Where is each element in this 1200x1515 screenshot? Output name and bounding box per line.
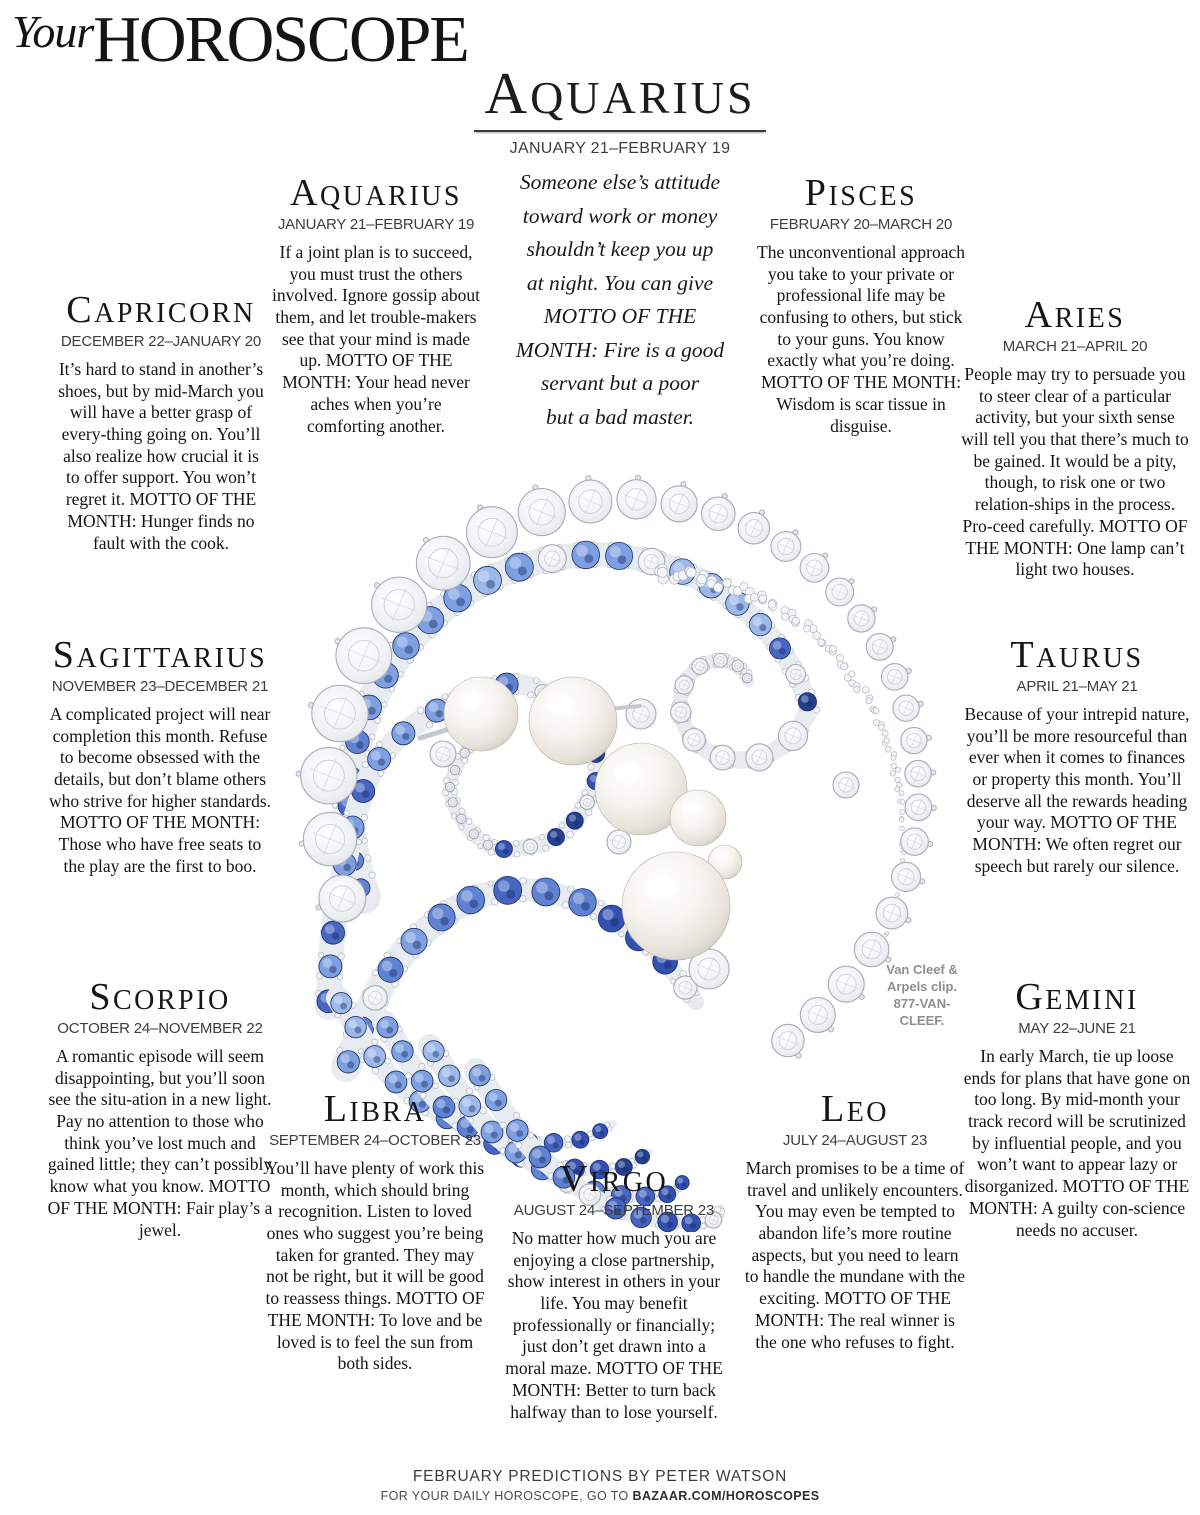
feature-sign-dates: JANUARY 21–FEBRUARY 19	[509, 140, 731, 157]
feature-line: shouldn’t keep you up	[526, 237, 714, 262]
sign-text: It’s hard to stand in another’s shoes, but by mid-March you will have a better grasp of every-thing going on. You’ll also realize how crucial it is to offer support. You won’t regret it. MOTTO OF THE MONTH: Hunger finds no fault with the cook.	[58, 359, 264, 553]
sign-name: SCORPIO	[89, 976, 231, 1018]
sign-block-pisces	[755, 174, 967, 437]
sign-name: AQUARIUS	[290, 172, 462, 214]
feature-line: MOTTO OF THE	[543, 304, 697, 329]
sign-text: In early March, tie up loose ends for plans that have gone on too long. By mid-month your track record will be scrutinized by influential people, and you won’t want to appear lazy or disorganized. MOTTO OF THE MONTH: A guilty con-science needs no accuser.	[963, 1046, 1191, 1240]
sign-block-capricorn	[55, 291, 267, 554]
sign-name: LIBRA	[323, 1088, 427, 1130]
sign-block-leo	[743, 1090, 967, 1353]
caption-line: CLEEF.	[899, 1012, 945, 1028]
product-caption	[876, 962, 968, 1030]
sign-dates: MARCH 21–APRIL 20	[1002, 338, 1148, 355]
caption-line: 877-VAN-	[893, 995, 951, 1011]
sign-dates: APRIL 21–MAY 21	[1016, 678, 1138, 695]
caption-line: Arpels clip.	[886, 978, 958, 994]
sign-text: Because of your intrepid nature, you’ll be more resourceful than ever when it comes to finances or property this month. You’ll deserve all the rewards heading your way. MOTTO OF THE MONTH: We often regret our speech but rarely our silence.	[964, 704, 1190, 876]
footer-url-prefix: FOR YOUR DAILY HOROSCOPE, GO TO	[380, 1489, 633, 1503]
sign-text: A complicated project will near completion this month. Refuse to become obsessed with the details, but don’t blame others who strive for higher standards. MOTTO OF THE MONTH: Those who have free seats to the play are the first to boo.	[48, 704, 272, 876]
footer	[0, 1468, 1200, 1503]
masthead	[12, 2, 468, 78]
sign-block-scorpio	[46, 978, 274, 1241]
sign-dates: DECEMBER 22–JANUARY 20	[60, 333, 262, 350]
feature-line: but a bad master.	[545, 404, 695, 429]
feature-sign-title: AQUARIUS	[474, 64, 765, 132]
sign-dates: MAY 22–JUNE 21	[1018, 1020, 1136, 1037]
sign-name: PISCES	[804, 172, 918, 214]
sign-text: The unconventional approach you take to your private or professional life may be confusing to others, but stick to your guns. You know exactly what you’re doing. MOTTO OF THE MONTH: Wisdom is scar tissue in disguise.	[757, 242, 965, 436]
sign-dates: JANUARY 21–FEBRUARY 19	[277, 216, 475, 233]
sign-name: TAURUS	[1010, 634, 1144, 676]
sign-text: If a joint plan is to succeed, you must trust the others involved. Ignore gossip about them, and let trouble-makers see that your mind is made up. MOTTO OF THE MONTH: Your head never aches when you’re comforting another.	[271, 242, 481, 436]
masthead-kicker: Your	[12, 6, 94, 57]
feature-line: Someone else’s attitude	[519, 170, 721, 194]
feature-line: servant but a poor	[540, 371, 700, 396]
sign-text: People may try to persuade you to steer clear of a particular activity, but your sixth sense will tell you that there’s much to be gained. It would be a pity, though, to risk one or two relation-ships in the process. Pro-ceed carefully. MOTTO OF THE MONTH: One lamp can’t light two houses.	[961, 364, 1189, 580]
sign-name: GEMINI	[1015, 976, 1139, 1018]
sign-text: You’ll have plenty of work this month, which should bring recognition. Listen to loved ones who suggest you’re being taken for granted. They may not be right, but it will be good to reassess things. MOTTO OF THE MONTH: To love and be loved is to feel the sun from both sides.	[265, 1158, 485, 1374]
sign-dates: AUGUST 24–SEPTEMBER 23	[513, 1202, 715, 1219]
sign-dates: FEBRUARY 20–MARCH 20	[769, 216, 953, 233]
page-title: HOROSCOPE	[93, 3, 468, 76]
footer-byline: FEBRUARY PREDICTIONS BY PETER WATSON	[412, 1468, 788, 1485]
feature-horoscope-text	[468, 166, 772, 434]
feature-line: toward work or money	[522, 203, 718, 228]
sign-block-sagittarius	[46, 636, 274, 878]
sign-dates: SEPTEMBER 24–OCTOBER 23	[269, 1132, 481, 1149]
feature-header	[440, 60, 800, 158]
sign-dates: JULY 24–AUGUST 23	[782, 1132, 928, 1149]
sign-text: A romantic episode will seem disappointing, but you’ll soon see the situ-ation in a new light. Pay no attention to those who think you’ve lost much and gained little; they can’t possibly know what you know. MOTTO OF THE MONTH: Fair play’s a jewel.	[47, 1046, 273, 1240]
feature-line: at night. You can give	[526, 270, 714, 295]
sign-name: LEO	[820, 1088, 890, 1130]
footer-url-line	[0, 1489, 1200, 1503]
sign-block-taurus	[963, 636, 1191, 878]
sign-dates: NOVEMBER 23–DECEMBER 21	[51, 678, 269, 695]
sign-block-virgo	[501, 1160, 727, 1423]
caption-line: Van Cleef &	[886, 962, 958, 977]
sign-name: SAGITTARIUS	[52, 634, 268, 676]
sign-block-aquarius	[270, 174, 482, 437]
feature-line: MONTH: Fire is a good	[515, 337, 725, 362]
sign-dates: OCTOBER 24–NOVEMBER 22	[57, 1020, 263, 1037]
sign-block-gemini	[963, 978, 1191, 1241]
sign-text: March promises to be a time of travel and unlikely encounters. You may even be tempted to abandon life’s more routine aspects, but you need to learn to handle the mundane with the exciting. MOTTO OF THE MONTH: The real winner is the one who refuses to fight.	[744, 1158, 966, 1352]
sign-name: ARIES	[1024, 294, 1126, 336]
sign-name: CAPRICORN	[66, 289, 256, 331]
footer-url: BAZAAR.COM/HOROSCOPES	[632, 1489, 820, 1503]
sign-text: No matter how much you are enjoying a close partnership, show interest in others in your life. You may benefit professionally or financially; just don’t get drawn into a moral maze. MOTTO OF THE MONTH: Better to turn back halfway than to lose yourself.	[505, 1228, 723, 1422]
sign-block-libra	[263, 1090, 487, 1375]
sign-block-aries	[960, 296, 1190, 581]
sign-name: VIRGO	[559, 1158, 669, 1200]
